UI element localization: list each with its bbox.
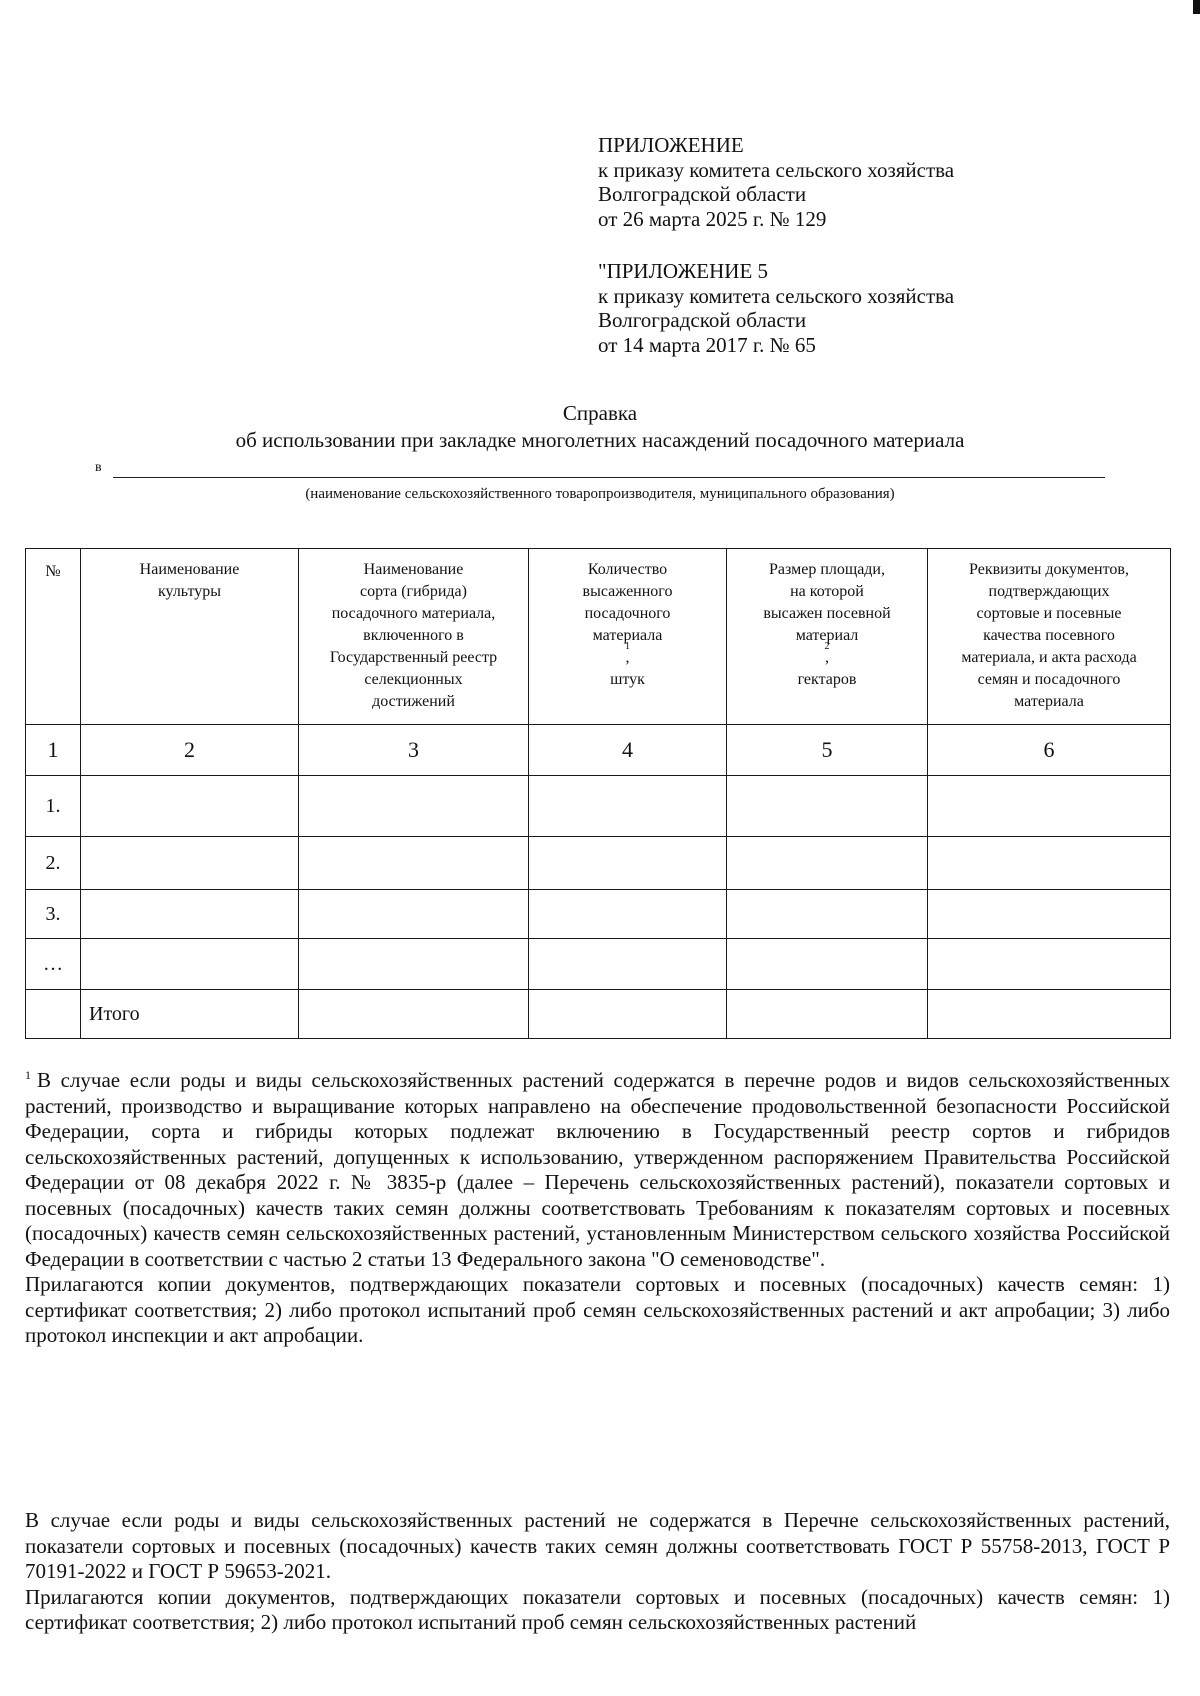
header-variety-name: Наименование сорта (гибрида) посадочного материала, включенного в Государственный реестр селекционных достижений [299,549,529,725]
table-row [26,890,1171,939]
appendix5-title: "ПРИЛОЖЕНИЕ 5 [598,259,769,283]
footnote-2-paragraph-1: В случае если роды и виды сельскохозяйственных растений не содержатся в Перечне сельскохозяйственных растений, показатели сортовых и посевных (посадочных) качеств таких семян должны соответствовать ГОСТ Р 55758-2013, ГОСТ Р 70191-2022 и ГОСТ Р 59653-2021. [25,1508,1170,1583]
table-cell [529,837,727,890]
column-index: 2 [81,725,299,776]
footnote-2 [25,1508,1170,1636]
table-total-row [26,990,1171,1039]
table-cell [299,890,529,939]
table-cell [529,776,727,837]
table-cell [928,837,1171,890]
row-number: 1. [26,776,81,837]
appendix-header-current [598,133,954,231]
appendix-date-line: от 26 марта 2025 г. № 129 [598,206,827,231]
producer-prefix: в [95,460,102,475]
table-cell [727,776,928,837]
table-cell [727,990,928,1039]
footnote-1-paragraph-2: Прилагаются копии документов, подтверждающих показатели сортовых и посевных (посадочных) качеств семян: 1) сертификат соответствия; 2) либо протокол испытаний проб семян сельскохозяйственных растений и акт апробации; 3) либо протокол инспекции и акт апробации. [25,1272,1170,1347]
appendix-order-line: к приказу комитета сельского хозяйства [598,157,955,182]
appendix-header-original [598,259,954,357]
header-number: № [26,549,81,725]
footnote-1 [25,1068,1170,1349]
column-index: 4 [529,725,727,776]
column-index-row [26,725,1171,776]
header-document-details: Реквизиты документов, подтверждающих сортовые и посевные качества посевного материала, и акта расхода семян и посадочного материала [928,549,1171,725]
table-cell [299,837,529,890]
column-index: 5 [727,725,928,776]
header-crop-name: Наименование культуры [81,549,299,725]
table-cell [928,776,1171,837]
producer-caption: (наименование сельскохозяйственного товаропроизводителя, муниципального образования) [305,486,895,502]
table-cell [529,939,727,990]
table-cell [299,776,529,837]
appendix5-region-line: Волгоградской области [598,308,807,332]
header-quantity: Количество высаженного посадочного материала 1 , штук [529,549,727,725]
appendix-region-line: Волгоградской области [598,182,807,206]
table-row [26,837,1171,890]
table-cell [727,939,928,990]
table-cell [299,939,529,990]
table-cell [81,837,299,890]
header-area: Размер площади, на которой высажен посевной материал 2 , гектаров [727,549,928,725]
table-cell [727,837,928,890]
planting-material-table [25,548,1171,1039]
table-cell [81,776,299,837]
scan-edge-mark [1193,0,1200,14]
table-row [26,939,1171,990]
column-index: 6 [928,725,1171,776]
appendix-title: ПРИЛОЖЕНИЕ [598,133,744,157]
column-index: 1 [26,725,81,776]
table-cell [299,990,529,1039]
column-index: 3 [299,725,529,776]
row-number [26,990,81,1039]
table-cell [81,890,299,939]
appendix5-date-line: от 14 марта 2017 г. № 65 [598,332,816,357]
table-row [26,776,1171,837]
document-subtitle: об использовании при закладке многолетних насаждений посадочного материала [235,428,965,452]
producer-line [95,458,1105,480]
total-label: Итого [81,990,299,1039]
producer-blank-line [113,477,1105,478]
row-number: … [26,939,81,990]
footnote-marker: 1 [25,1068,31,1082]
table-cell [529,890,727,939]
table-cell [529,990,727,1039]
row-number: 3. [26,890,81,939]
table-cell [727,890,928,939]
table-cell [928,939,1171,990]
appendix5-order-line: к приказу комитета сельского хозяйства [598,283,955,308]
table-cell [928,890,1171,939]
row-number: 2. [26,837,81,890]
table-cell [928,990,1171,1039]
footnote-2-paragraph-2: Прилагаются копии документов, подтверждающих показатели сортовых и посевных (посадочных) качеств семян: 1) сертификат соответствия; 2) либо протокол испытаний проб семян сельскохозяйственных растений [25,1584,1170,1634]
table-header-row [26,549,1171,725]
document-title: Справка [562,401,638,425]
footnote-1-paragraph-1: $^1$ В случае если роды и виды сельскохозяйственных растений содержатся в перечне родов и видов сельскохозяйственных растений, производство и выращивание которых направлено на обеспечение продовольственной безопасности Российской Федерации, сорта и гибриды которых подлежат включению в Государственный реестр сортов и гибридов сельскохозяйственных растений, допущенных к использованию, утвержденном распоряжением Правительства Российской Федерации от 08 декабря 2022 г. № 3835-р (далее – Перечень сельскохозяйственных растений), показатели сортовых и посевных (посадочных) качеств таких семян должны соответствовать Требованиям к показателям сортовых и посевных (посадочных) качеств семян сельскохозяйственных растений, установленным Министерством сельского хозяйства Российской Федерации в соответствии с частью 2 статьи 13 Федерального закона "О семеноводстве". [25,1068,1170,1271]
table-cell [81,939,299,990]
